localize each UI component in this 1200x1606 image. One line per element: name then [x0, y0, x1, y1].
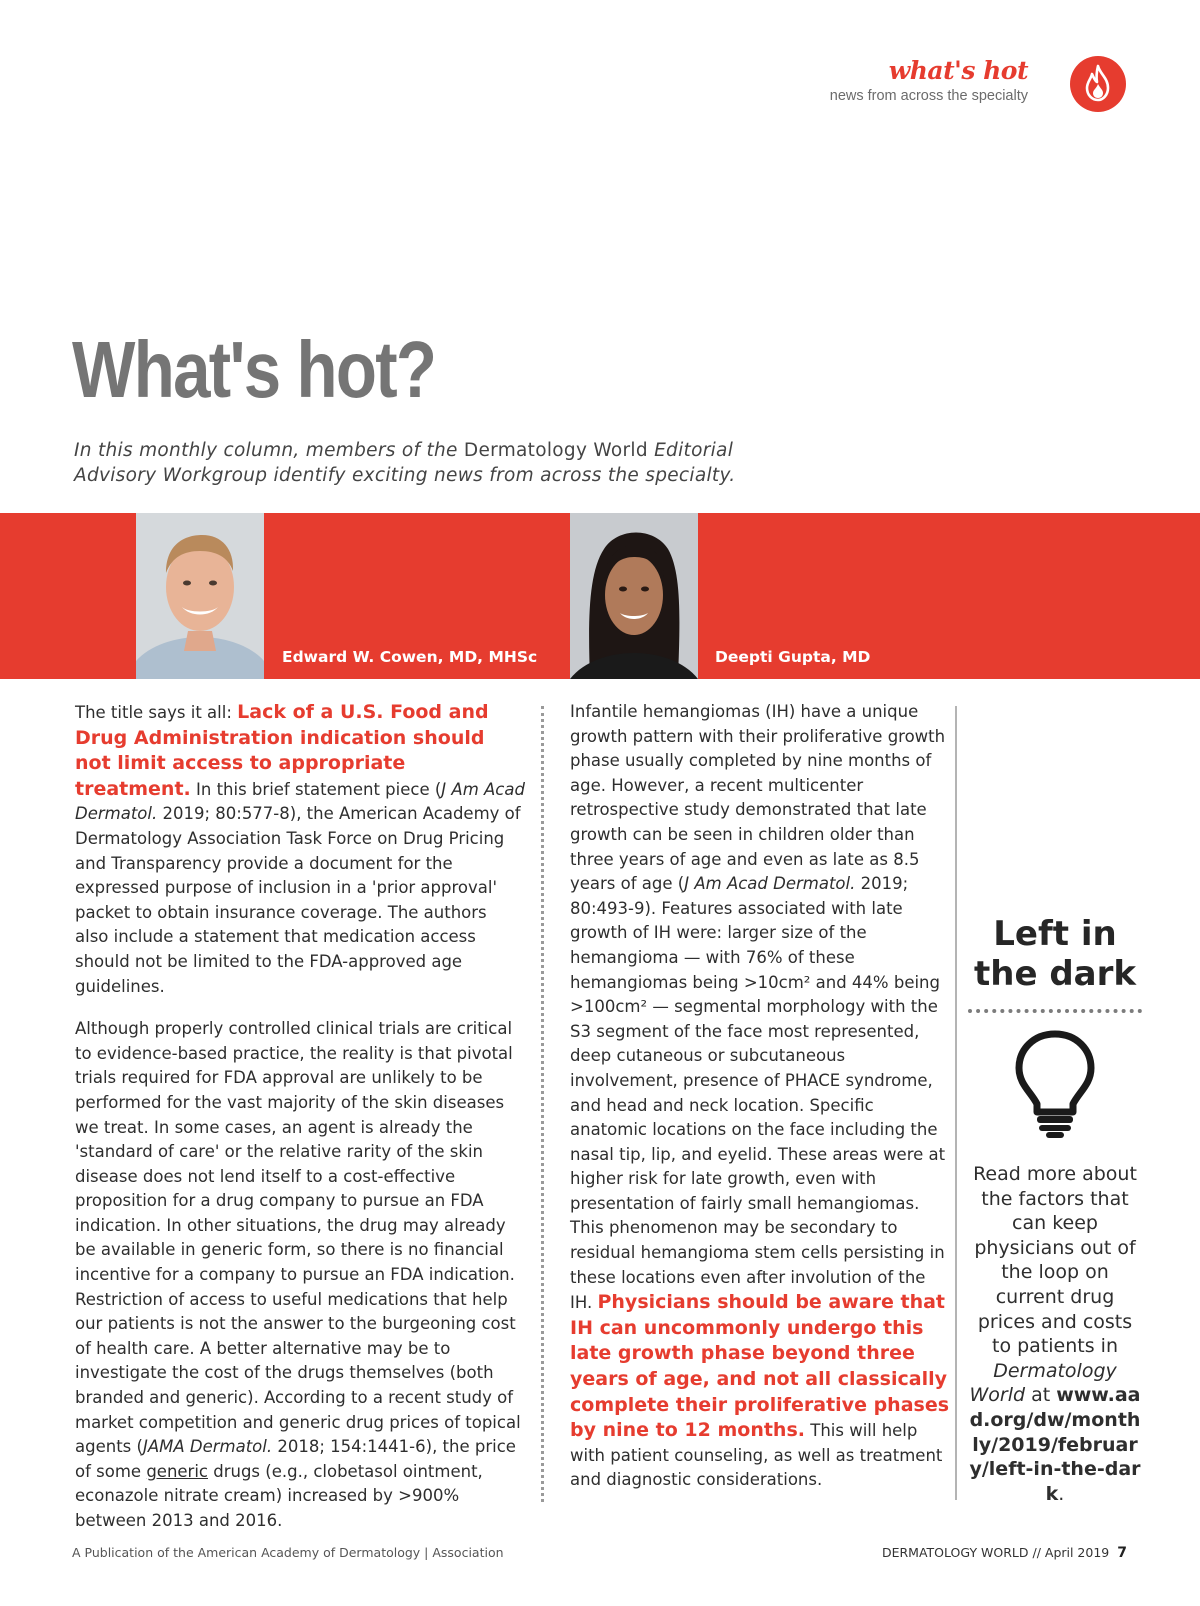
flame-icon	[1070, 56, 1126, 112]
footer-issue: DERMATOLOGY WORLD // April 2019 7	[881, 1545, 1127, 1561]
sidebar-dotted-rule	[968, 1009, 1142, 1013]
section-subtitle: news from across the specialty	[829, 88, 1028, 104]
highlight-text: Lack of a U.S. Food and Drug Administration indication should not limit access to appropriate treatment.	[75, 701, 489, 800]
publication-name: Dermatology World	[969, 1359, 1117, 1407]
paragraph: Infantile hemangiomas (IH) have a unique growth pattern with their proliferative growth phase usually completed by nine months of age. However, a recent multicenter retrospective study demonstrated that late growth can be seen in children older than three years of age and even as late as 8.5 years of age (J Am Acad Dermatol. 2019; 80:493-9). Features associated with late growth of IH were: larger size of the hemangioma — with 76% of these hemangiomas being >10cm² and 44% being >100cm² — segmental morphology with the S3 segment of the face most represented, deep cutaneous or subcutaneous involvement, presence of PHACE syndrome, and head and neck location. Specific anatomic locations on the face including the nasal tip, lip, and eyelid. These areas were at higher risk for late growth, even with presentation of fairly small hemangiomas. This phenomenon may be secondary to residual hemangioma stem cells persisting in these locations even after involution of the IH. Physicians should be aware that IH can uncommonly undergo this late growth phase beyond three years of age, and not all classically complete their proliferative phases by nine to 12 months. This will help with patient counseling, as well as treatment and diagnostic considerations.	[570, 702, 950, 1490]
generic-link[interactable]: generic	[146, 1461, 208, 1481]
journal-citation: JAMA Dermatol.	[142, 1437, 273, 1457]
author-name: Edward W. Cowen, MD, MHSc	[282, 648, 538, 666]
author-name: Deepti Gupta, MD	[715, 648, 871, 666]
sidebar-link[interactable]: www.aad.org/dw/monthly/2019/february/left-in-the-dark	[969, 1384, 1141, 1505]
author-photo	[570, 513, 698, 679]
journal-citation: J Am Acad Dermatol.	[684, 874, 856, 894]
paragraph: The title says it all: Lack of a U.S. Food and Drug Administration indication should not limit access to appropriate treatment. In this brief statement piece (J Am Acad Dermatol. 2019; 80:577-8), the American Academy of Dermatology Association Task Force on Drug Pricing and Transparency provide a document for the expressed purpose of inclusion in a 'prior approval' packet to obtain insurance coverage. The authors also include a statement that medication access should not be limited to the FDA-approved age guidelines.	[75, 701, 525, 996]
paragraph: Although properly controlled clinical trials are critical to evidence-based practice, the reality is that pivotal trials required for FDA approval are unlikely to be performed for the vast majority of the skin diseases we treat. In some cases, an agent is already the 'standard of care' or the relative rarity of the skin disease does not lend itself to a cost-effective proposition for a drug company to pursue an FDA indication. In other situations, the drug may already be available in generic form, so there is no financial incentive for a company to pursue an FDA indication. Restriction of access to useful medications that help our patients is not the answer to the burgeoning cost of health care. A better alternative may be to investigate the cost of the drugs themselves (both branded and generic). According to a recent study of market competition and generic drug prices of topical agents (JAMA Dermatol. 2018; 154:1441-6), the price of some generic drugs (e.g., clobetasol ointment, econazole nitrate cream) increased by >900% between 2013 and 2016.	[75, 1019, 521, 1530]
article-column-1	[75, 700, 525, 1534]
publication-name: Dermatology World	[463, 440, 648, 461]
footer-publisher: A Publication of the American Academy of Dermatology | Association	[72, 1545, 504, 1560]
article-column-2	[570, 700, 950, 1493]
sidebar-title: Left in the dark	[973, 914, 1136, 994]
column-divider	[541, 706, 544, 1502]
journal-citation: J Am Acad Dermatol.	[75, 779, 525, 824]
highlight-text: Physicians should be aware that IH can uncommonly undergo this late growth phase beyond three years of age, and not all classically complete their proliferative phases by nine to 12 months.	[570, 1291, 950, 1442]
author-photo	[136, 513, 264, 679]
section-title: what's hot	[888, 56, 1028, 85]
page-number: 7	[1117, 1545, 1127, 1561]
lightbulb-icon	[1013, 1028, 1097, 1140]
intro-text: In this monthly column, members of the Dermatology World Editorial Advisory Workgroup identify exciting news from across the specialty.	[74, 440, 736, 486]
sidebar-text: Read more about the factors that can keep physicians out of the loop on current drug prices and costs to patients in Dermatology World at www.aad.org/dw/monthly/2019/february/left-in-the-dark.	[969, 1163, 1141, 1505]
sidebar-divider	[955, 706, 957, 1500]
page-title: What's hot?	[72, 325, 436, 414]
